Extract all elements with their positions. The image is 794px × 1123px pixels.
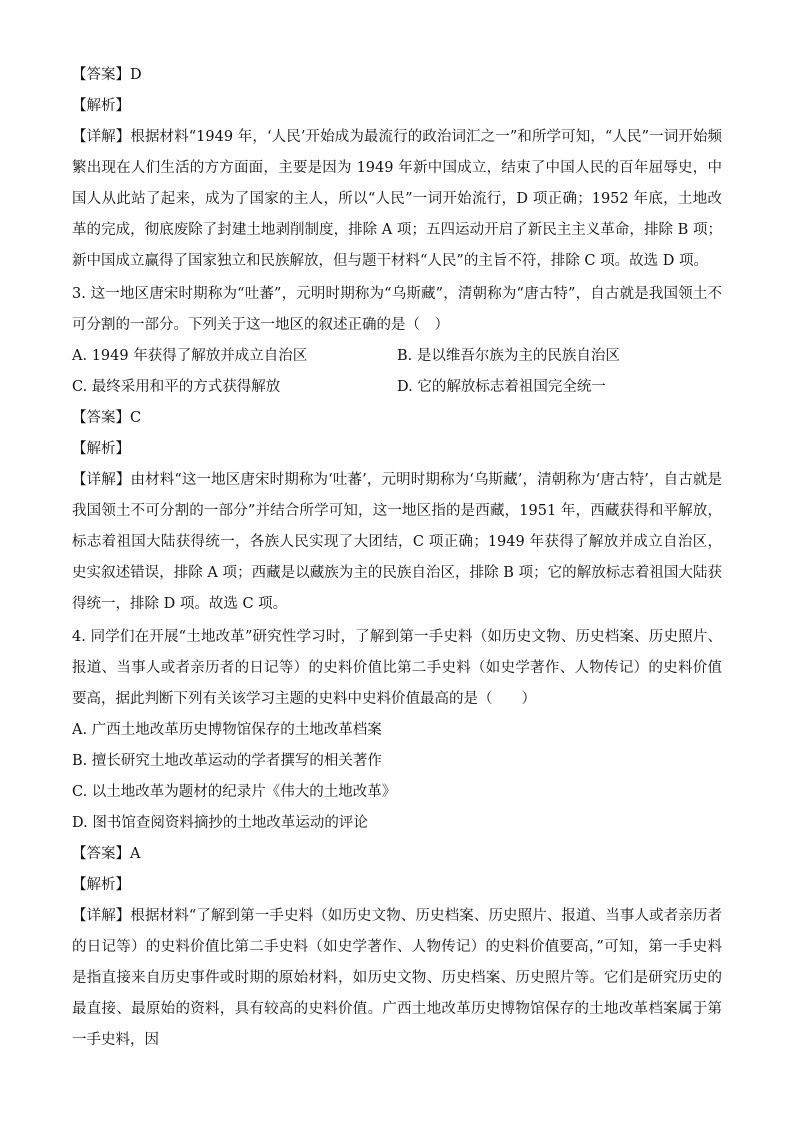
q2-detail: 【详解】根据材料“1949 年，‘人民’开始成为最流行的政治词汇之一”和所学可知，“人民”一词开始频繁出现在人们生活的方方面面，主要是因为 1949 年新中国成立，结束了中国人民的百年屈辱史，中国人从此站了起来，成为了国家的主人，所以“人民”一词开始流行，D 项正确；1952 年底，土地改革的完成，彻底废除了封建土地剥削制度，排除 A 项；五四运动开启了新民主主义革命，排除 B 项；新中国成立赢得了国家独立和民族解放，但与题干材料“人民”的主旨不符，排除 C 项。故选 D 项。 [72, 129, 722, 269]
q3-stem: 3. 这一地区唐宋时期称为“吐蕃”，元明时期称为“乌斯藏”，清朝称为“唐古特”，自古就是我国领土不可分割的一部分。下列关于这一地区的叙述正确的是（ ） [72, 286, 722, 333]
q3-analysis-label: 【解析】 [72, 441, 130, 457]
q2-analysis-label: 【解析】 [72, 98, 130, 114]
q3-option-d: D. 它的解放标志着祖国完全统一 [397, 379, 606, 395]
q3-answer: 【答案】C [72, 410, 142, 426]
q4-analysis-label: 【解析】 [72, 877, 130, 893]
q3-option-a: A. 1949 年获得了解放并成立自治区 [72, 348, 308, 364]
q4-option-d: D. 图书馆查阅资料摘抄的土地改革运动的评论 [72, 815, 368, 831]
q4-answer: 【答案】A [72, 846, 141, 862]
q4-option-c: C. 以土地改革为题材的纪录片《伟大的土地改革》 [72, 784, 397, 800]
q3-detail: 【详解】由材料“这一地区唐宋时期称为‘吐蕃’，元明时期称为‘乌斯藏’，清朝称为‘唐古特’，自古就是我国领土不可分割的一部分”并结合所学可知，这一地区指的是西藏，1951 年，西藏获得和平解放，标志着祖国大陆获得统一，各族人民实现了大团结，C 项正确；1949 年获得了解放并成立自治区，史实叙述错误，排除 A 项；西藏是以藏族为主的民族自治区，排除 B 项；它的解放标志着祖国大陆获得统一，排除 D 项。故选 C 项。 [72, 472, 722, 612]
q4-stem: 4. 同学们在开展“土地改革”研究性学习时，了解到第一手史料（如历史文物、历史档案、历史照片、报道、当事人或者亲历者的日记等）的史料价值比第二手史料（如史学著作、人物传记）的史料价值要高，据此判断下列有关该学习主题的史料中史料价值最高的是（ ） [72, 629, 722, 707]
q4-detail: 【详解】根据材料“了解到第一手史料（如历史文物、历史档案、历史照片、报道、当事人或者亲历者的日记等）的史料价值比第二手史料（如史学著作、人物传记）的史料价值要高，”可知，第一手史料是指直接来自历史事件或时期的原始材料，如历史文物、历史档案、历史照片等。它们是研究历史的最直接、最原始的资料，具有较高的史料价值。广西土地改革历史博物馆保存的土地改革档案属于第一手史料，因 [72, 908, 722, 1048]
q4-option-a: A. 广西土地改革历史博物馆保存的土地改革档案 [72, 722, 382, 738]
q3-option-c: C. 最终采用和平的方式获得解放 [72, 379, 281, 395]
q3-option-b: B. 是以维吾尔族为主的民族自治区 [397, 348, 620, 364]
q2-answer: 【答案】D [72, 67, 142, 83]
q4-option-b: B. 擅长研究土地改革运动的学者撰写的相关著作 [72, 753, 382, 769]
